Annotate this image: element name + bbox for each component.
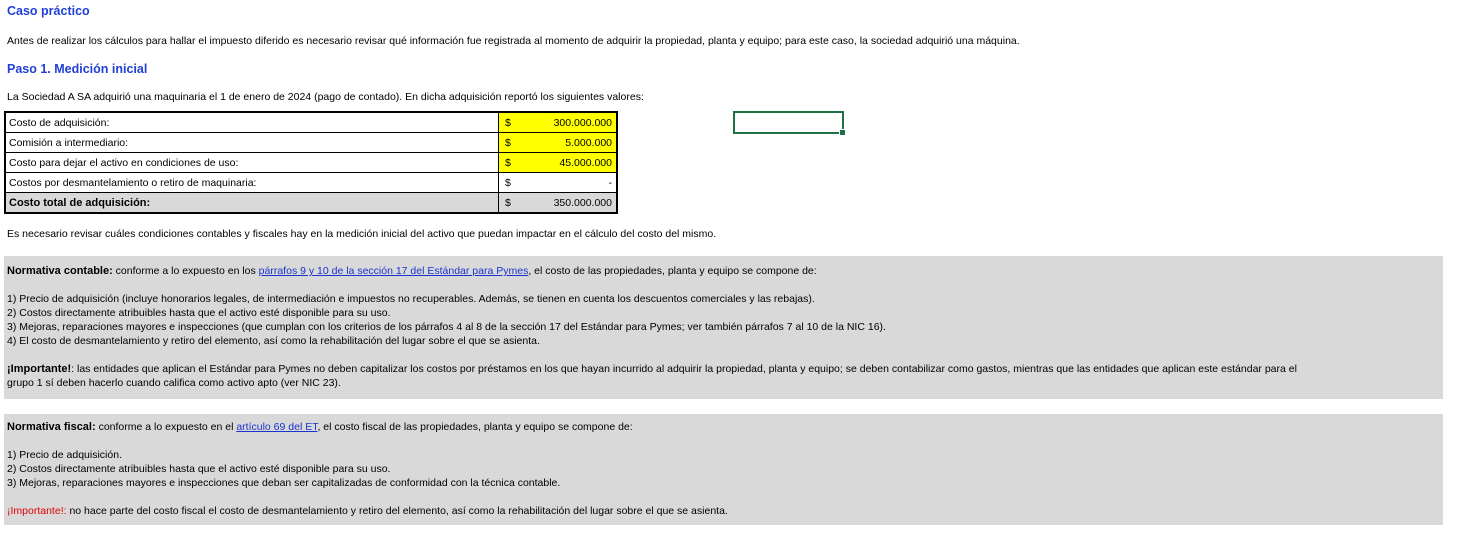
intro-text: Antes de realizar los cálculos para hallar el impuesto diferido es necesario revisar qué información fue registrada al momento de adquirir la propiedad, planta y equipo; para este caso, la sociedad adquirió una máquina. [7, 35, 1020, 47]
row-label[interactable]: Comisión a intermediario: [5, 133, 499, 153]
accounting-important [7, 363, 1297, 375]
cost-table [4, 111, 618, 214]
fiscal-link[interactable]: artículo 69 del ET [236, 421, 318, 433]
row-currency[interactable]: $ [499, 153, 523, 173]
accounting-link[interactable]: párrafos 9 y 10 de la sección 17 del Estándar para Pymes [258, 265, 529, 277]
accounting-item-3: 3) Mejoras, reparaciones mayores e inspecciones (que cumplan con los criterios de los párrafos 4 al 8 de la sección 17 del Estándar para Pymes; ver también párrafos 7 al 10 de la NIC 16). [7, 321, 886, 333]
row-amount[interactable]: 300.000.000 [522, 112, 617, 133]
fiscal-pre-link: conforme a lo expuesto en el [95, 421, 237, 433]
row-amount[interactable]: - [522, 173, 617, 193]
total-row [5, 193, 617, 214]
fiscal-item-3: 3) Mejoras, reparaciones mayores e inspecciones que deban ser capitalizadas de conformidad con la técnica contable. [7, 477, 561, 489]
row-amount[interactable]: 5.000.000 [522, 133, 617, 153]
row-currency[interactable]: $ [499, 133, 523, 153]
row-label[interactable]: Costos por desmantelamiento o retiro de maquinaria: [5, 173, 499, 193]
accounting-important-line2: grupo 1 sí deben hacerlo cuando califica como activo apto (ver NIC 23). [7, 377, 341, 389]
total-amount[interactable]: 350.000.000 [522, 193, 617, 214]
fiscal-important-label: ¡Importante!: [7, 505, 67, 517]
fiscal-header [7, 421, 633, 433]
fiscal-important [7, 505, 728, 517]
row-currency[interactable]: $ [499, 173, 523, 193]
row-label[interactable]: Costo para dejar el activo en condiciones de uso: [5, 153, 499, 173]
fiscal-item-1: 1) Precio de adquisición. [7, 449, 122, 461]
review-text: Es necesario revisar cuáles condiciones contables y fiscales hay en la medición inicial del activo que puedan impactar en el cálculo del costo del mismo. [7, 228, 717, 240]
accounting-item-4: 4) El costo de desmantelamiento y retiro del elemento, así como la rehabilitación del lugar sobre el que se asienta. [7, 335, 540, 347]
fiscal-post-link: , el costo fiscal de las propiedades, planta y equipo se compone de: [317, 421, 633, 433]
total-label[interactable]: Costo total de adquisición: [5, 193, 499, 214]
fill-handle[interactable] [839, 129, 846, 136]
accounting-important-text: : las entidades que aplican el Estándar para Pymes no deben capitalizar los costos por préstamos en los que hayan incurrido al adquirir la propiedad, planta y equipo; se deben contabilizar como gastos, mientras que las entidades que aplican este estándar para el [71, 363, 1297, 375]
table-row [5, 133, 617, 153]
accounting-header [7, 265, 817, 277]
accounting-important-label: ¡Importante! [7, 363, 72, 375]
step1-heading: Paso 1. Medición inicial [7, 62, 148, 76]
fiscal-important-text: no hace parte del costo fiscal el costo de desmantelamiento y retiro del elemento, así como la rehabilitación del lugar sobre el que se asienta. [66, 505, 728, 517]
fiscal-box [4, 414, 1443, 525]
fiscal-item-2: 2) Costos directamente atribuibles hasta que el activo esté disponible para su uso. [7, 463, 391, 475]
accounting-post-link: , el costo de las propiedades, planta y equipo se compone de: [528, 265, 817, 277]
table-row [5, 112, 617, 133]
accounting-box [4, 256, 1443, 399]
row-amount[interactable]: 45.000.000 [522, 153, 617, 173]
row-label[interactable]: Costo de adquisición: [5, 112, 499, 133]
accounting-pre-link: conforme a lo expuesto en los [112, 265, 259, 277]
accounting-label: Normativa contable: [7, 265, 113, 277]
table-row [5, 173, 617, 193]
accounting-item-1: 1) Precio de adquisición (incluye honorarios legales, de intermediación e impuestos no recuperables. Además, se tienen en cuenta los descuentos comerciales y las rebajas). [7, 293, 815, 305]
total-currency[interactable]: $ [499, 193, 523, 214]
accounting-item-2: 2) Costos directamente atribuibles hasta que el activo esté disponible para su uso. [7, 307, 391, 319]
fiscal-label: Normativa fiscal: [7, 421, 96, 433]
step1-description: La Sociedad A SA adquirió una maquinaria el 1 de enero de 2024 (pago de contado). En dicha adquisición reportó los siguientes valores: [7, 91, 644, 103]
row-currency[interactable]: $ [499, 112, 523, 133]
page-title: Caso práctico [7, 4, 90, 18]
table-row [5, 153, 617, 173]
selected-cell[interactable] [733, 111, 844, 134]
